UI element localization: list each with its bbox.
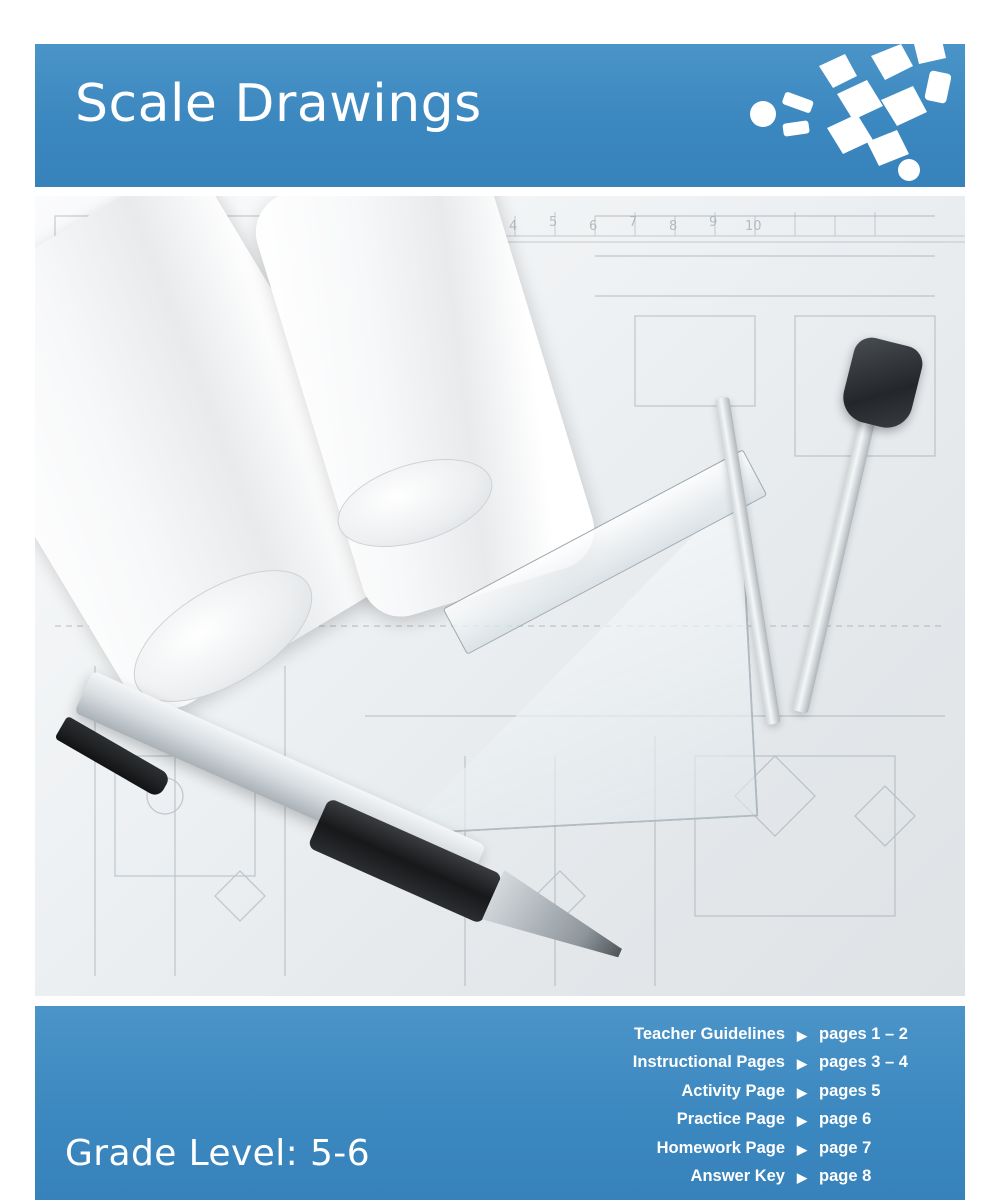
toc-label: Teacher Guidelines bbox=[634, 1024, 785, 1043]
toc-pages: page 8 bbox=[819, 1167, 872, 1186]
page-title: Scale Drawings bbox=[75, 74, 482, 134]
svg-text:9: 9 bbox=[709, 215, 718, 230]
toc-pages: page 6 bbox=[819, 1110, 872, 1129]
svg-text:5: 5 bbox=[549, 215, 558, 230]
svg-text:8: 8 bbox=[669, 219, 678, 234]
svg-text:6: 6 bbox=[589, 219, 598, 234]
toc-pages: pages 5 bbox=[819, 1081, 881, 1100]
toc-row bbox=[603, 1163, 931, 1192]
toc-label: Practice Page bbox=[676, 1110, 785, 1129]
arrow-right-icon: ▶ bbox=[797, 1027, 807, 1043]
arrow-right-icon: ▶ bbox=[797, 1141, 807, 1157]
abstract-figure-logo-icon bbox=[741, 36, 951, 196]
toc-pages: pages 3 – 4 bbox=[819, 1053, 908, 1072]
toc-row bbox=[603, 1106, 931, 1135]
table-of-contents bbox=[603, 1020, 931, 1191]
toc-label: Activity Page bbox=[681, 1081, 785, 1100]
header-band bbox=[35, 44, 965, 187]
arrow-right-icon: ▶ bbox=[797, 1113, 807, 1129]
footer-band bbox=[35, 1006, 965, 1200]
toc-label: Instructional Pages bbox=[632, 1053, 785, 1072]
toc-label: Answer Key bbox=[690, 1167, 785, 1186]
arrow-right-icon: ▶ bbox=[797, 1170, 807, 1186]
toc-row bbox=[603, 1077, 931, 1106]
arrow-right-icon: ▶ bbox=[797, 1084, 807, 1100]
toc-row bbox=[603, 1049, 931, 1078]
cover-photo bbox=[35, 196, 965, 996]
svg-text:4: 4 bbox=[509, 219, 518, 234]
toc-row bbox=[603, 1134, 931, 1163]
grade-level-label: Grade Level: 5-6 bbox=[65, 1133, 370, 1174]
svg-text:7: 7 bbox=[629, 215, 638, 230]
svg-text:10: 10 bbox=[745, 219, 762, 234]
toc-label: Homework Page bbox=[656, 1138, 785, 1157]
arrow-right-icon: ▶ bbox=[797, 1056, 807, 1072]
toc-pages: page 7 bbox=[819, 1138, 872, 1157]
toc-pages: pages 1 – 2 bbox=[819, 1024, 908, 1043]
toc-row bbox=[603, 1020, 931, 1049]
